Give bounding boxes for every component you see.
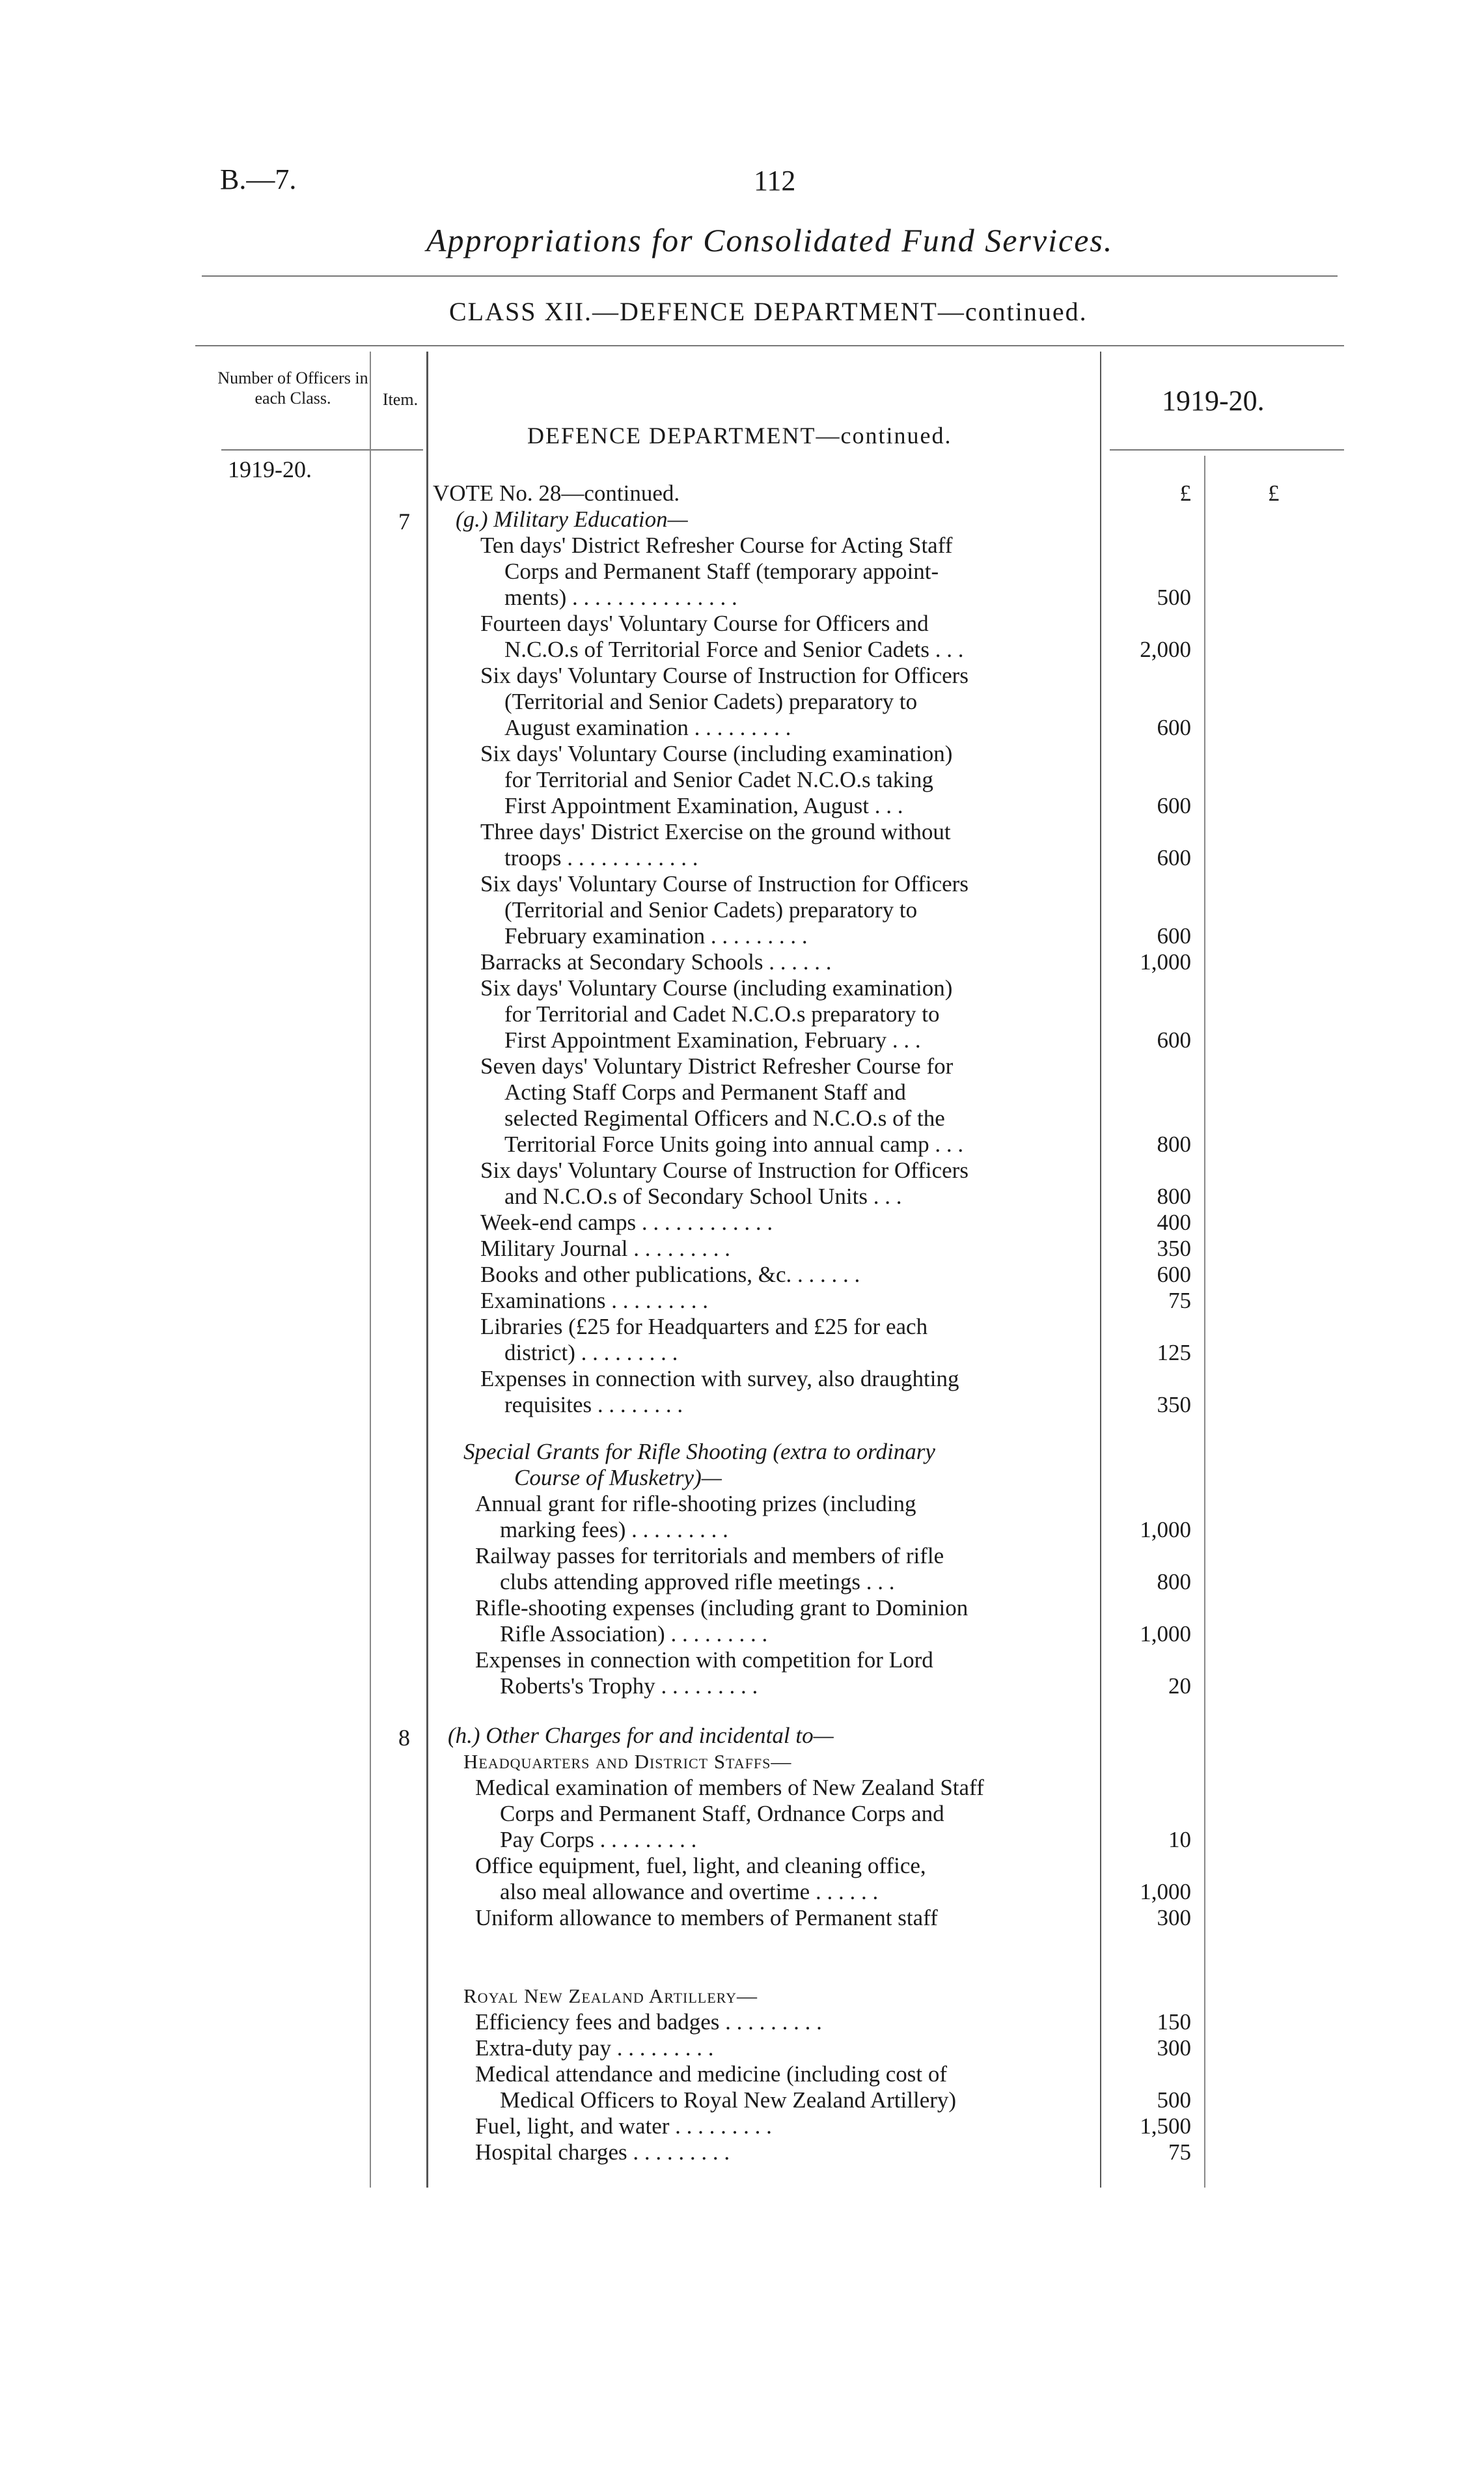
line-amount: 600 bbox=[1157, 793, 1191, 818]
line-text: Rifle Association) . . . . . . . . . bbox=[500, 1621, 768, 1647]
line-amount: 350 bbox=[1157, 1392, 1191, 1417]
line-text: Expenses in connection with competition for Lord bbox=[475, 1647, 933, 1673]
line-text: Fourteen days' Voluntary Course for Officers and bbox=[480, 611, 929, 636]
page-title: Appropriations for Consolidated Fund Services. bbox=[426, 222, 1114, 258]
header-rule-left bbox=[221, 449, 423, 451]
line-amount: 350 bbox=[1157, 1236, 1191, 1261]
line-text: Three days' District Exercise on the ground without bbox=[480, 819, 951, 844]
line-amount: 75 bbox=[1168, 2139, 1191, 2165]
line-amount: 600 bbox=[1157, 1262, 1191, 1287]
page-number: 112 bbox=[754, 165, 796, 197]
line-text: Medical attendance and medicine (including cost of bbox=[475, 2061, 948, 2087]
line-text: Barracks at Secondary Schools . . . . . . bbox=[480, 949, 832, 975]
line-text: Corps and Permanent Staff, Ordnance Corps and bbox=[500, 1801, 944, 1826]
line-text: Seven days' Voluntary District Refresher Course for bbox=[480, 1053, 954, 1079]
class-title: CLASS XII.—DEFENCE DEPARTMENT—continued. bbox=[449, 297, 1088, 326]
line-text: Six days' Voluntary Course of Instruction for Officers bbox=[480, 871, 969, 897]
item-heading: (h.) Other Charges for and incidental to— bbox=[448, 1723, 834, 1748]
vote-heading: VOTE No. 28—continued. bbox=[433, 480, 680, 506]
line-amount: 600 bbox=[1157, 845, 1191, 870]
line-text: Extra-duty pay . . . . . . . . . bbox=[475, 2035, 714, 2061]
line-amount: 125 bbox=[1157, 1340, 1191, 1365]
line-text: Roberts's Trophy . . . . . . . . . bbox=[500, 1673, 758, 1699]
line-amount: 10 bbox=[1168, 1827, 1191, 1852]
line-text: Expenses in connection with survey, also draughting bbox=[480, 1366, 959, 1391]
line-text: Fuel, light, and water . . . . . . . . . bbox=[475, 2113, 772, 2139]
line-text: Efficiency fees and badges . . . . . . . . . bbox=[475, 2009, 822, 2035]
line-text: Examinations . . . . . . . . . bbox=[480, 1288, 708, 1313]
line-text: Ten days' District Refresher Course for Acting Staff bbox=[480, 533, 953, 558]
col-rule-1 bbox=[370, 352, 371, 2188]
line-text: February examination . . . . . . . . . bbox=[504, 923, 808, 949]
line-text: requisites . . . . . . . . bbox=[504, 1392, 683, 1417]
line-text: August examination . . . . . . . . . bbox=[504, 715, 791, 740]
item-number: 8 bbox=[398, 1725, 410, 1751]
line-text: Six days' Voluntary Course of Instruction for Officers bbox=[480, 1158, 969, 1183]
line-text: for Territorial and Cadet N.C.O.s preparatory to bbox=[504, 1001, 940, 1027]
line-amount: 600 bbox=[1157, 715, 1191, 740]
line-text: Military Journal . . . . . . . . . bbox=[480, 1236, 730, 1261]
line-amount: 75 bbox=[1168, 1288, 1191, 1313]
officers-year: 1919-20. bbox=[228, 456, 312, 482]
line-text: for Territorial and Senior Cadet N.C.O.s taking bbox=[504, 767, 933, 792]
line-text: and N.C.O.s of Secondary School Units . . . bbox=[504, 1184, 902, 1209]
line-amount: 600 bbox=[1157, 1027, 1191, 1053]
dept-title: DEFENCE DEPARTMENT—continued. bbox=[527, 423, 952, 449]
line-amount: 1,000 bbox=[1140, 1879, 1191, 1904]
line-text: Six days' Voluntary Course (including examination) bbox=[480, 741, 953, 766]
col-rule-2 bbox=[426, 352, 428, 2188]
line-text: also meal allowance and overtime . . . . . . bbox=[500, 1879, 879, 1904]
line-text: Acting Staff Corps and Permanent Staff and bbox=[504, 1079, 906, 1105]
table-top-rule bbox=[195, 345, 1344, 346]
line-text: (Territorial and Senior Cadets) preparatory to bbox=[504, 897, 918, 923]
line-text: Medical examination of members of New Zealand Staff bbox=[475, 1775, 984, 1800]
line-text: troops . . . . . . . . . . . . bbox=[504, 845, 698, 870]
line-amount: 150 bbox=[1157, 2009, 1191, 2035]
line-amount: 400 bbox=[1157, 1210, 1191, 1235]
line-amount: 20 bbox=[1168, 1673, 1191, 1699]
line-text: Six days' Voluntary Course (including examination) bbox=[480, 975, 953, 1001]
line-text: Medical Officers to Royal New Zealand Artillery) bbox=[500, 2087, 957, 2113]
line-amount: 500 bbox=[1157, 585, 1191, 610]
line-text: Six days' Voluntary Course of Instruction for Officers bbox=[480, 663, 969, 688]
line-amount: 800 bbox=[1157, 1184, 1191, 1209]
line-text: Uniform allowance to members of Permanent staff bbox=[475, 1905, 938, 1930]
rnza-heading: Royal New Zealand Artillery— bbox=[463, 1984, 758, 2007]
line-text: Pay Corps . . . . . . . . . bbox=[500, 1827, 697, 1852]
line-amount: 600 bbox=[1157, 923, 1191, 949]
report-reference: B.—7. bbox=[220, 163, 297, 195]
line-text: Books and other publications, &c. . . . . . . bbox=[480, 1262, 860, 1287]
col-header-item: Item. bbox=[382, 390, 419, 409]
line-text: First Appointment Examination, August . . . bbox=[504, 793, 903, 818]
rifle-heading: Special Grants for Rifle Shooting (extra to ordinary bbox=[463, 1439, 935, 1464]
col-header-officers: Number of Officers in each Class. bbox=[217, 369, 368, 408]
line-amount: 1,000 bbox=[1140, 1621, 1191, 1647]
line-text: Corps and Permanent Staff (temporary appoint- bbox=[504, 559, 939, 584]
line-amount: 1,500 bbox=[1140, 2113, 1191, 2139]
title-rule bbox=[202, 275, 1338, 277]
header-rule-right bbox=[1110, 449, 1344, 451]
line-text: marking fees) . . . . . . . . . bbox=[500, 1517, 728, 1542]
line-text: district) . . . . . . . . . bbox=[504, 1340, 678, 1365]
line-amount: 300 bbox=[1157, 1905, 1191, 1930]
line-text: (Territorial and Senior Cadets) preparatory to bbox=[504, 689, 918, 714]
line-text: Rifle-shooting expenses (including grant to Dominion bbox=[475, 1595, 969, 1621]
line-amount: 2,000 bbox=[1140, 637, 1191, 662]
line-text: clubs attending approved rifle meetings . . . bbox=[500, 1569, 895, 1594]
line-text: Libraries (£25 for Headquarters and £25 for each bbox=[480, 1314, 928, 1339]
line-text: N.C.O.s of Territorial Force and Senior Cadets . . . bbox=[504, 637, 964, 662]
rifle-heading-cont: Course of Musketry)— bbox=[514, 1465, 722, 1490]
item-number: 7 bbox=[398, 508, 410, 535]
col-rule-4 bbox=[1204, 456, 1205, 2188]
line-text: Railway passes for territorials and members of rifle bbox=[475, 1543, 944, 1568]
line-text: Hospital charges . . . . . . . . . bbox=[475, 2139, 730, 2165]
line-amount: 800 bbox=[1157, 1569, 1191, 1594]
pound-sign-1: £ bbox=[1179, 480, 1191, 506]
line-text: selected Regimental Officers and N.C.O.s of the bbox=[504, 1106, 945, 1131]
line-text: ments) . . . . . . . . . . . . . . . bbox=[504, 585, 737, 610]
line-amount: 500 bbox=[1157, 2087, 1191, 2113]
line-text: Annual grant for rifle-shooting prizes (including bbox=[475, 1491, 916, 1516]
line-text: Territorial Force Units going into annual camp . . . bbox=[504, 1132, 964, 1157]
pound-sign-2: £ bbox=[1268, 480, 1280, 506]
line-text: First Appointment Examination, February . . . bbox=[504, 1027, 921, 1053]
line-amount: 300 bbox=[1157, 2035, 1191, 2061]
line-amount: 1,000 bbox=[1140, 949, 1191, 975]
line-amount: 800 bbox=[1157, 1132, 1191, 1157]
line-text: Week-end camps . . . . . . . . . . . . bbox=[480, 1210, 773, 1235]
year-column-header: 1919-20. bbox=[1162, 385, 1265, 417]
hq-heading: Headquarters and District Staffs— bbox=[463, 1750, 792, 1773]
line-amount: 1,000 bbox=[1140, 1517, 1191, 1542]
line-text: Office equipment, fuel, light, and cleaning office, bbox=[475, 1853, 926, 1878]
item-heading: (g.) Military Education— bbox=[456, 507, 688, 532]
